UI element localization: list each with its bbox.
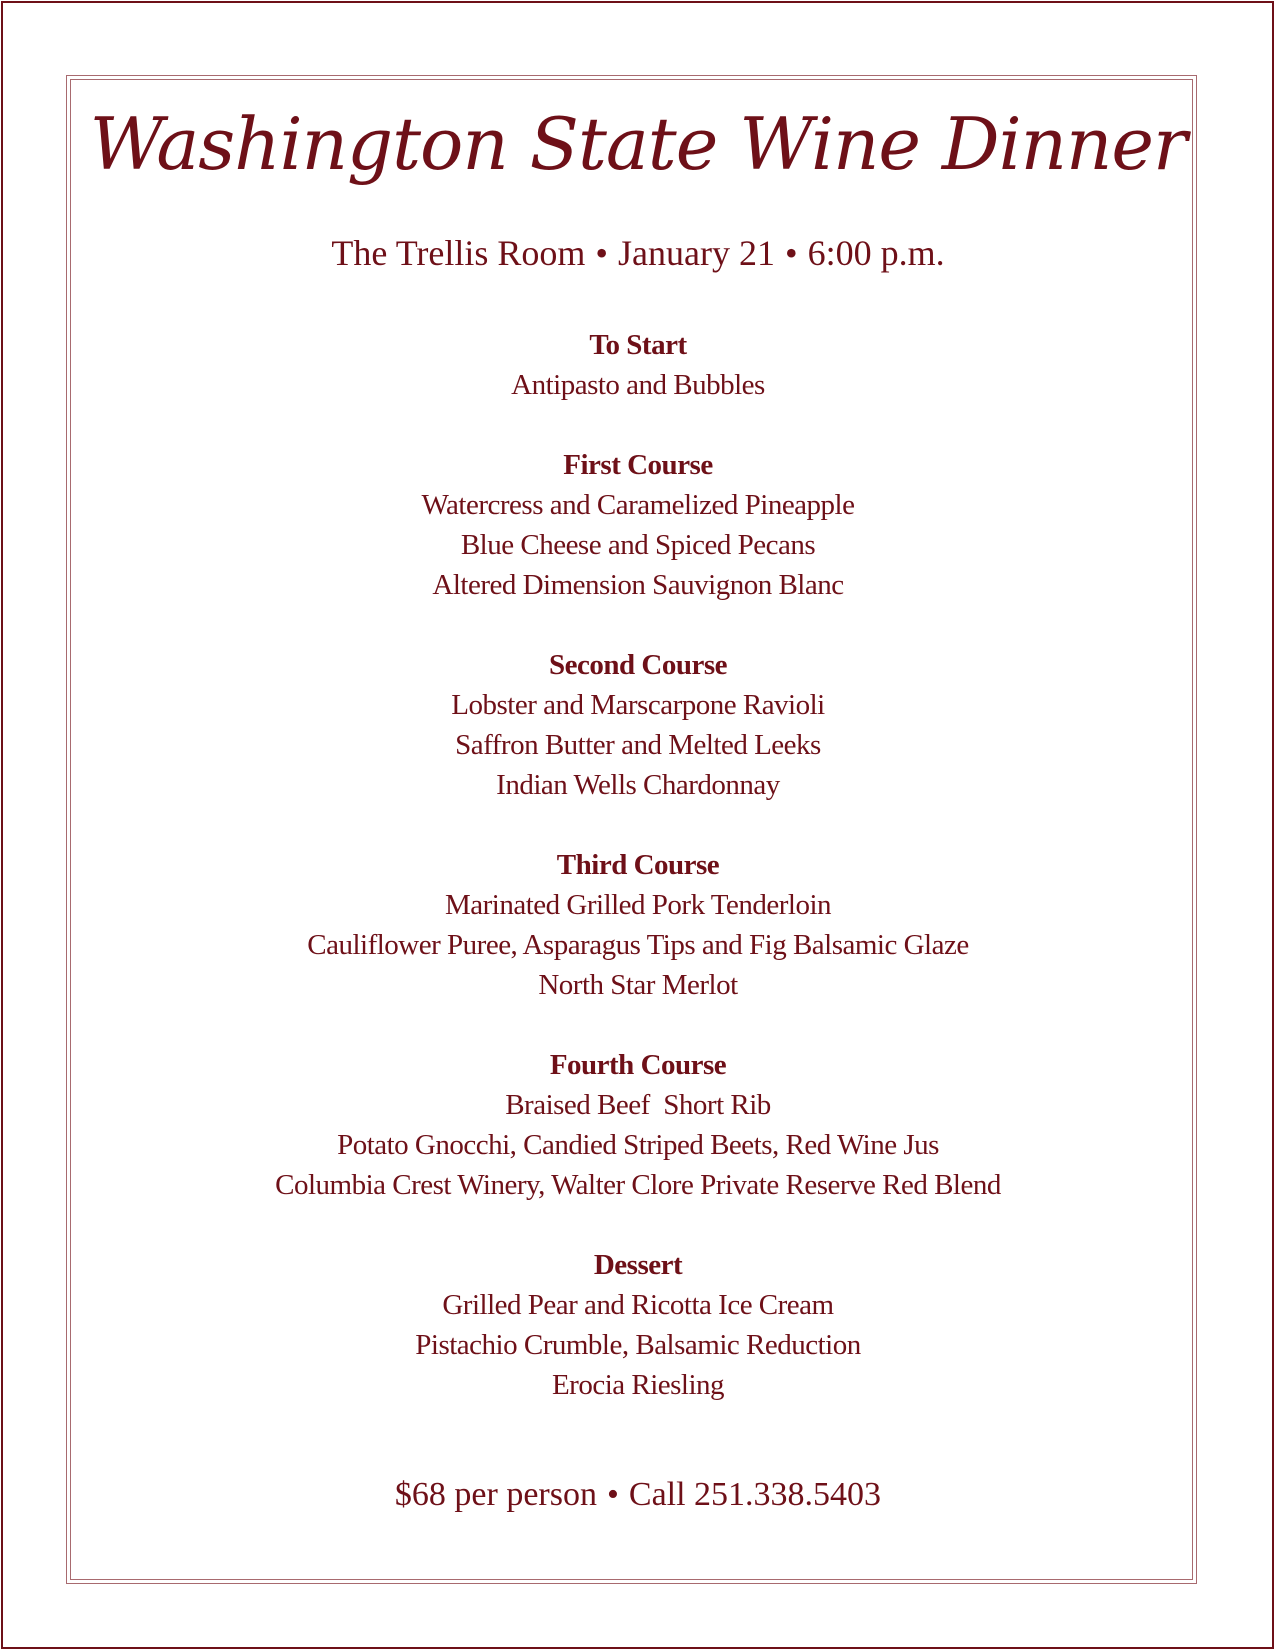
course-dessert	[70, 1245, 1206, 1405]
course-third	[70, 845, 1206, 1005]
wine-pairing: Indian Wells Chardonnay	[496, 769, 780, 801]
course-heading: Dessert	[593, 1249, 683, 1281]
course-list	[70, 325, 1206, 1445]
course-item: Pistachio Crumble, Balsamic Reduction	[415, 1329, 861, 1361]
course-item: Watercress and Caramelized Pineapple	[421, 489, 855, 521]
course-item: Potato Gnocchi, Candied Striped Beets, Red Wine Jus	[337, 1129, 939, 1161]
course-item: Grilled Pear and Ricotta Ice Cream	[442, 1289, 834, 1321]
course-fourth	[70, 1045, 1206, 1205]
course-heading: To Start	[589, 329, 687, 361]
separator-bullet: •	[785, 233, 798, 273]
course-item: Antipasto and Bubbles	[511, 369, 765, 401]
venue: The Trellis Room	[331, 233, 586, 273]
phone-number: Call 251.338.5403	[628, 1476, 882, 1513]
separator-bullet: •	[606, 1476, 619, 1513]
course-item: Lobster and Marscarpone Ravioli	[451, 689, 825, 721]
course-to-start	[70, 325, 1206, 405]
event-date: January 21	[618, 233, 775, 273]
course-item: Cauliflower Puree, Asparagus Tips and Fig Balsamic Glaze	[307, 929, 969, 961]
price-and-contact	[70, 1475, 1206, 1516]
page-title: Washington State Wine Dinner	[89, 102, 1187, 186]
wine-pairing: Erocia Riesling	[551, 1369, 725, 1401]
course-heading: Fourth Course	[549, 1049, 727, 1081]
course-heading: First Course	[563, 449, 713, 481]
wine-pairing: Columbia Crest Winery, Walter Clore Private Reserve Red Blend	[275, 1169, 1001, 1201]
course-item: Blue Cheese and Spiced Pecans	[460, 529, 816, 561]
event-details	[70, 232, 1206, 275]
price: $68 per person	[394, 1476, 597, 1513]
course-heading: Second Course	[549, 649, 727, 681]
course-heading: Third Course	[556, 849, 720, 881]
course-second	[70, 645, 1206, 805]
wine-pairing: Altered Dimension Sauvignon Blanc	[432, 569, 844, 601]
separator-bullet: •	[595, 233, 609, 273]
course-item: Saffron Butter and Melted Leeks	[455, 729, 821, 761]
course-item: Braised Beef Short Rib	[505, 1089, 771, 1121]
event-time: 6:00 p.m.	[807, 233, 945, 273]
course-first	[70, 445, 1206, 605]
wine-pairing: North Star Merlot	[538, 969, 738, 1001]
course-item: Marinated Grilled Pork Tenderloin	[444, 889, 832, 921]
